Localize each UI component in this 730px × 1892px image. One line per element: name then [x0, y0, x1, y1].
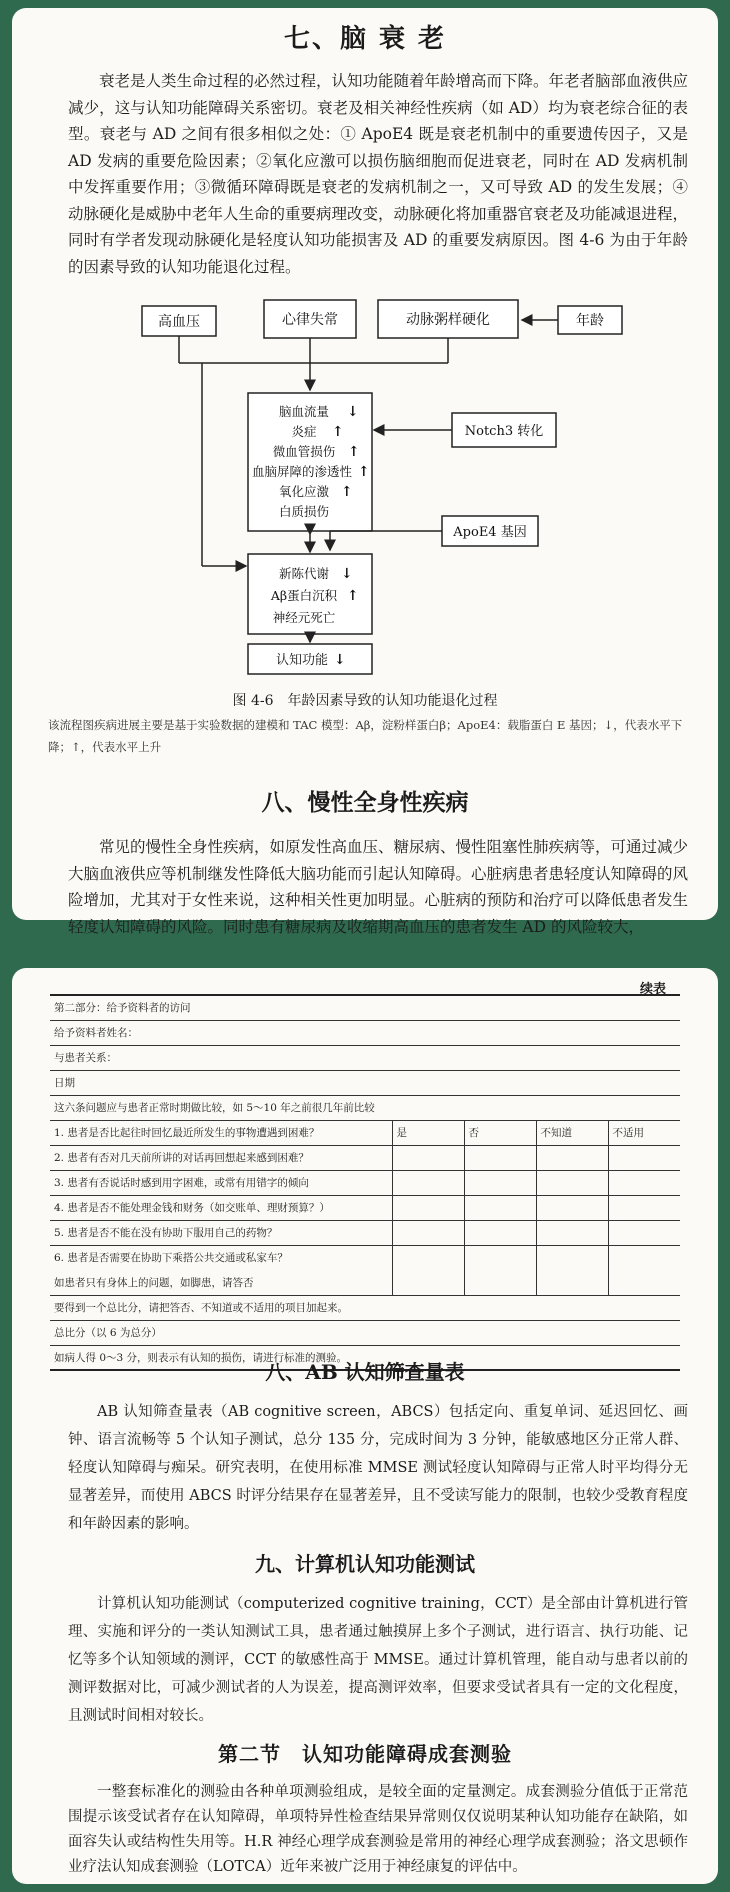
- question-row: 1. 患者是否比起往时回忆最近所发生的事物遭遇到困难？ 是 否 不知道 不适用: [50, 1120, 680, 1145]
- table-row: 日期: [50, 1070, 680, 1095]
- continued-label: 续表: [639, 982, 666, 997]
- arrow-up-icon: ↑: [358, 464, 370, 480]
- arrow-up-icon: ↑: [341, 484, 353, 500]
- figure-note: 该流程图疾病进展主要是基于实验数据的建模和 TAC 模型：Aβ，淀粉样蛋白β；ApoE4：载脂蛋白 E 基因；↓，代表水平下降；↑，代表水平上升: [48, 718, 683, 754]
- arrow-up-icon: ↑: [348, 444, 360, 460]
- figure-caption: 图 4-6 年龄因素导致的认知功能退化过程: [232, 693, 498, 709]
- chronic-disease-paragraph: 常见的慢性全身性疾病，如原发性高血压、糖尿病、慢性阻塞性肺疾病等，可通过减少大脑血液供应等机制继发性降低大脑功能而引起认知障碍。心脏病患者患轻度认知障碍的风险增加，尤其对于女性来说，这种相关性更加明显。心脏病的预防和治疗可以降低患者发生轻度认知障碍的风险。同时患有糖尿病及收缩期高血压的患者发生 AD 的风险较大，: [68, 838, 689, 936]
- section9-heading: 九、计算机认知功能测试: [255, 1552, 475, 1576]
- mid-item: 脑血流量: [278, 404, 330, 419]
- apoe4-label: ApoE4 基因: [453, 525, 527, 540]
- low-item: 神经元死亡: [272, 610, 336, 625]
- mid-item: 炎症: [291, 424, 317, 439]
- arrow-down-icon: ↓: [341, 566, 353, 582]
- question-note-row: 如患者只有身体上的问题，如脚患，请答否: [50, 1270, 680, 1295]
- arrow-up-icon: ↑: [347, 588, 359, 604]
- mid-item: 血脑屏障的渗透性: [251, 464, 353, 479]
- table-row: 如病人得 0～3 分，则表示有认知的损伤，请进行标准的测验。: [50, 1345, 680, 1370]
- book-page-top: [12, 8, 718, 936]
- arrow-down-icon: ↓: [347, 404, 359, 420]
- informant-questionnaire-table: [50, 994, 680, 1371]
- arrow-up-icon: ↑: [332, 424, 344, 440]
- book-page-bottom: [12, 968, 718, 1884]
- question-row: 6. 患者是否需要在协助下乘搭公共交通或私家车？: [50, 1245, 680, 1270]
- hypertension-label: 高血压: [158, 314, 200, 330]
- arrow-down-icon: ↓: [334, 652, 346, 668]
- mid-item: 氧化应激: [278, 484, 330, 499]
- table-row: 这六条问题应与患者正常时期做比较，如 5～10 年之前很几年前比较: [50, 1095, 680, 1120]
- section8-abcs-heading: 八、AB 认知筛查量表: [265, 1360, 465, 1384]
- question-row: 2. 患者有否对几天前所讲的对话再回想起来感到困难？: [50, 1145, 680, 1170]
- table-row: 与患者关系：: [50, 1045, 680, 1070]
- question-row: 5. 患者是否不能在没有协助下服用自己的药物？: [50, 1220, 680, 1245]
- section7-heading: 七、脑 衰 老: [283, 24, 447, 54]
- table-row: 要得到一个总比分，请把答否、不知道或不适用的项目加起来。: [50, 1295, 680, 1320]
- mid-item: 微血管损伤: [272, 444, 336, 459]
- notch3-label: Notch3 转化: [464, 424, 544, 439]
- cct-paragraph: 计算机认知功能测试（computerized cognitive training，CCT）是全部由计算机进行管理、实施和评分的一类认知测试工具，患者通过触摸屏上多个子测试，进行语言、执行功能、记忆等多个认知领域的测评，CCT 的敏感性高于 MMSE。通过计算机管理，能自动与患者以前的测评数据对比，可减少测试者的人为误差，提高测评效率，但要求受试者具有一定的文化程度，且测试时间相对较长。: [68, 1596, 688, 1724]
- atherosclerosis-label: 动脉粥样硬化: [406, 312, 490, 328]
- cognition-label: 认知功能: [275, 653, 329, 668]
- low-item: 新陈代谢: [278, 566, 330, 581]
- table-row: 总比分（以 6 为总分）: [50, 1320, 680, 1345]
- table-row: 给予资料者姓名：: [50, 1020, 680, 1045]
- question-row: 4. 患者是否不能处理金钱和财务（如交账单、理财预算？）: [50, 1195, 680, 1220]
- table-row: 第二部分：给予资料者的访问: [50, 995, 680, 1020]
- arrhythmia-label: 心律失常: [282, 312, 338, 328]
- question-row: 3. 患者有否说话时感到用字困难，或常有用错字的倾向: [50, 1170, 680, 1195]
- figure-4-6-flowchart: [12, 298, 718, 678]
- section-2-heading: 第二节 认知功能障碍成套测验: [218, 1742, 512, 1766]
- mid-item: 白质损伤: [278, 504, 330, 519]
- aging-paragraph: 衰老是人类生命过程的必然过程，认知功能随着年龄增高而下降。年老者脑部血液供应减少，这与认知功能障碍关系密切。衰老及相关神经性疾病（如 AD）均为衰老综合征的表型。衰老与 AD 之间有很多相似之处：① ApoE4 既是衰老机制中的重要遗传因子，又是 AD 发病的重要危险因素；②氧化应激可以损伤脑细胞而促进衰老，同时在 AD 发病机制中发挥重要作用；③微循环障碍既是衰老的发病机制之一，又可导致 AD 的发生发展；④动脉硬化是威胁中老年人生命的重要病理改变，动脉硬化将加重器官衰老及功能减退进程，同时有学者发现动脉硬化是轻度认知功能损害及 AD 的重要发病原因。图 4-6 为由于年龄的因素导致的认知功能退化过程。: [68, 72, 689, 276]
- battery-test-paragraph: 一整套标准化的测验由各种单项测验组成，是较全面的定量测定。成套测验分值低于正常范围提示该受试者存在认知障碍，单项特异性检查结果异常则仅仅说明某种认知功能存在缺陷，如面容失认或结构性失用等。H.R 神经心理学成套测验是常用的神经心理学成套测验；洛文思顿作业疗法认知成套测验（LOTCA）近年来被广泛用于神经康复的评估中。: [68, 1784, 688, 1875]
- age-label: 年龄: [576, 313, 604, 329]
- low-item: Aβ蛋白沉积: [270, 588, 338, 603]
- section8-heading: 八、慢性全身性疾病: [261, 789, 469, 816]
- abcs-paragraph: AB 认知筛查量表（AB cognitive screen，ABCS）包括定向、重复单词、延迟回忆、画钟、语言流畅等 5 个认知子测试，总分 135 分，完成时间为 3 分钟，能敏感地区分正常人群、轻度认知障碍与痴呆。研究表明，在使用标准 MMSE 测试轻度认知障碍与正常人时平均得分无显著差异，而使用 ABCS 时评分结果存在显著差异，且不受读写能力的限制，也较少受教育程度和年龄因素的影响。: [68, 1404, 688, 1532]
